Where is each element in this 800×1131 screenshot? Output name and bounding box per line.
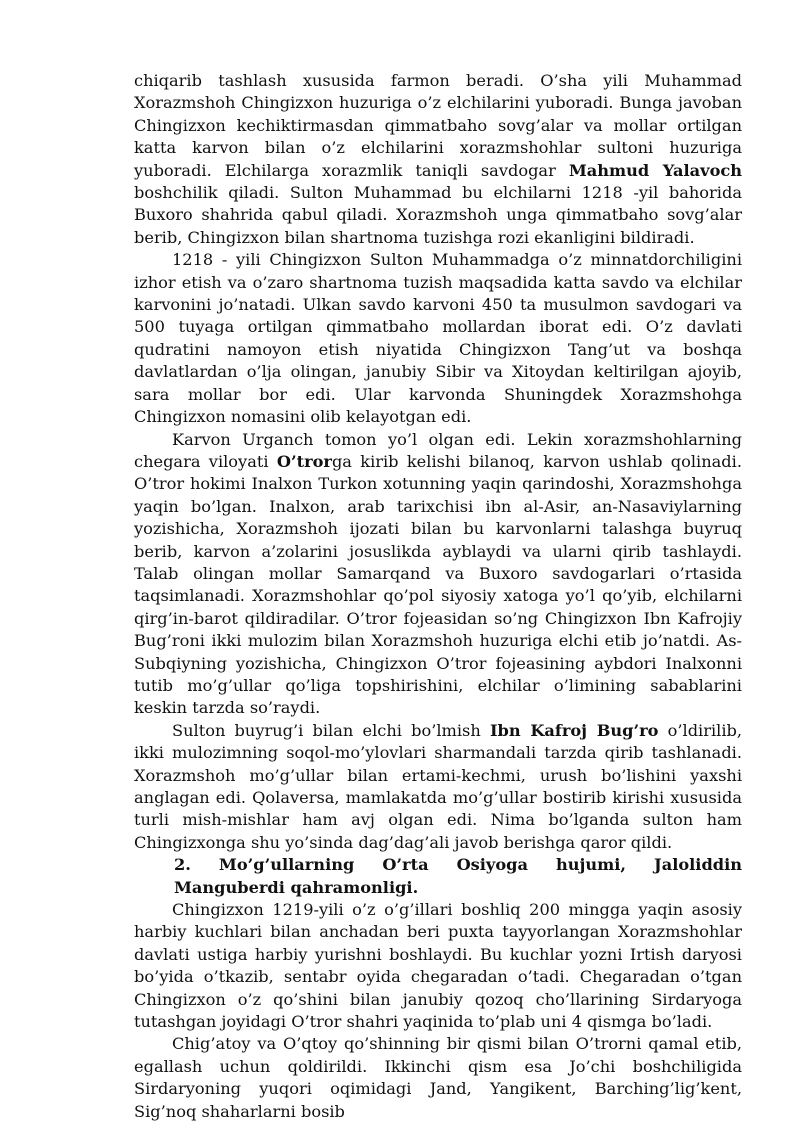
document-page xyxy=(134,70,742,1123)
paragraph-3-text-b: ga kirib kelishi bilanoq, karvon ushlab qolinadi. O’tror hokimi Inalxon Turkon xotunning yaqin qarindoshi, Xorazmshohga yaqin bo’lgan. Inalxon, arab tarixchisi ibn al-Asir, an-Nasaviylarning yozishicha, Xorazmshoh ijozati bilan bu karvonlarni talashga buyruq berib, karvon a’zolarini josuslikda ayblaydi va ularni qirib tashlaydi. Talab olingan mollar Samarqand va Buxoro savdogarlari o’rtasida taqsimlanadi. Xorazmshohlar qo’pol siyosiy xatoga yo’l qo’yib, elchilarni qirg’in-barot qildiradilar. O’tror fojeasidan so’ng Chingizxon Ibn Kafrojiy Bug’roni ikki mulozim bilan Xorazmshoh huzuriga elchi etib jo’natdi. As-Subqiyning yozishicha, Chingizxon O’tror fojeasining aybdori Inalxonni tutib mo’g’ullar qo’liga topshirishini, elchilar o’limining sabablarini keskin tarzda so’raydi. xyxy=(134,451,742,718)
paragraph-3-text-a: Karvon Urganch tomon yo’l olgan edi. Lekin xorazmshohlarning chegara viloyati xyxy=(134,429,742,471)
paragraph-2: 1218 - yili Chingizxon Sulton Muhammadga o’z minnatdorchiligini izhor etish va o’zaro shartnoma tuzish maqsadida katta savdo va elchilar karvonini jo’natadi. Ulkan savdo karvoni 450 ta musulmon savdogari va 500 tuyaga ortilgan qimmatbaho mollardan iborat edi. O’z davlati qudratini namoyon etish niyatida Chingizxon Tang’ut va boshqa davlatlardan o’lja olingan, janubiy Sibir va Xitoydan keltirilgan ajoyib, sara mollar bor edi. Ular karvonda Shuningdek Xorazmshohga Chingizxon nomasini olib kelayotgan edi. xyxy=(134,250,742,427)
paragraph-6: Chig’atoy va O’qtoy qo’shinning bir qismi bilan O’trorni qamal etib, egallash uchun qoldirildi. Ikkinchi qism esa Jo’chi boshchiligida Sirdaryoning yuqori oqimidagi Jand, Yangikent, Barching’lig’kent, Sig’noq shaharlarni bosib xyxy=(134,1034,742,1121)
paragraph-5: Chingizxon 1219-yili o’z o’g’illari boshliq 200 mingga yaqin asosiy harbiy kuchlari bilan anchadan beri puxta tayyorlangan Xorazmshohlar davlati ustiga harbiy yurishni boshlaydi. Bu kuchlar yozni Irtish daryosi bo’yida o’tkazib, sentabr oyida chegaradan o’tadi. Chegaradan o’tgan Chingizxon o’z qo’shini bilan janubiy qozoq cho’llarining Sirdaryoga tutashgan joyidagi O’tror shahri yaqinida to’plab uni 4 qismga bo’ladi. xyxy=(134,900,742,1032)
bold-name-mahmud-yalavoch: Mahmud Yalavoch xyxy=(568,160,742,180)
paragraph-4 xyxy=(134,720,742,854)
paragraph-4-text-b: o’ldirilib, ikki mulozimning soqol-mo’ylovlari sharmandali tarzda qirib tashlanadi. Xorazmshoh mo’g’ullar bilan ertami-kechmi, urush bo’lishini yaxshi anglagan edi. Qolaversa, mamlakatda mo’g’ullar bostirib kirishi xususida turli mish-mishlar ham avj olgan edi. Nima bo’lganda sulton ham Chingizxonga shu yo’sinda dag’dag’ali javob berishga qaror qildi. xyxy=(134,720,743,852)
section-title: 2. Mo’g’ullarning O’rta Osiyoga hujumi, Jaloliddin Manguberdi qahramonligi. xyxy=(174,855,742,897)
bold-name-otror: O’tror xyxy=(276,451,332,471)
paragraph-4-text-a: Sulton buyrug’i bilan elchi bo’lmish xyxy=(172,720,490,740)
bold-name-ibn-kafroj-bugro: Ibn Kafroj Bug’ro xyxy=(489,720,659,740)
paragraph-3 xyxy=(134,429,742,720)
paragraph-1 xyxy=(134,70,742,249)
paragraph-1-text-a: chiqarib tashlash xususida farmon beradi. O’sha yili Muhammad Xorazmshoh Chingizxon huzuriga o’z elchilarini yuboradi. Bunga javoban Chingizxon kechiktirmasdan qimmatbaho sovg’alar va mollar ortilgan katta karvon bilan o’z elchilarini xorazmshohlar sultoni huzuriga yuboradi. Elchilarga xorazmlik taniqli savdogar xyxy=(134,71,742,180)
paragraph-1-text-b: boshchilik qiladi. Sulton Muhammad bu elchilarni 1218 -yil bahorida Buxoro shahrida qabul qiladi. Xorazmshoh unga qimmatbaho sovg’alar berib, Chingizxon bilan shartnoma tuzishga rozi ekanligini bildiradi. xyxy=(134,183,742,247)
